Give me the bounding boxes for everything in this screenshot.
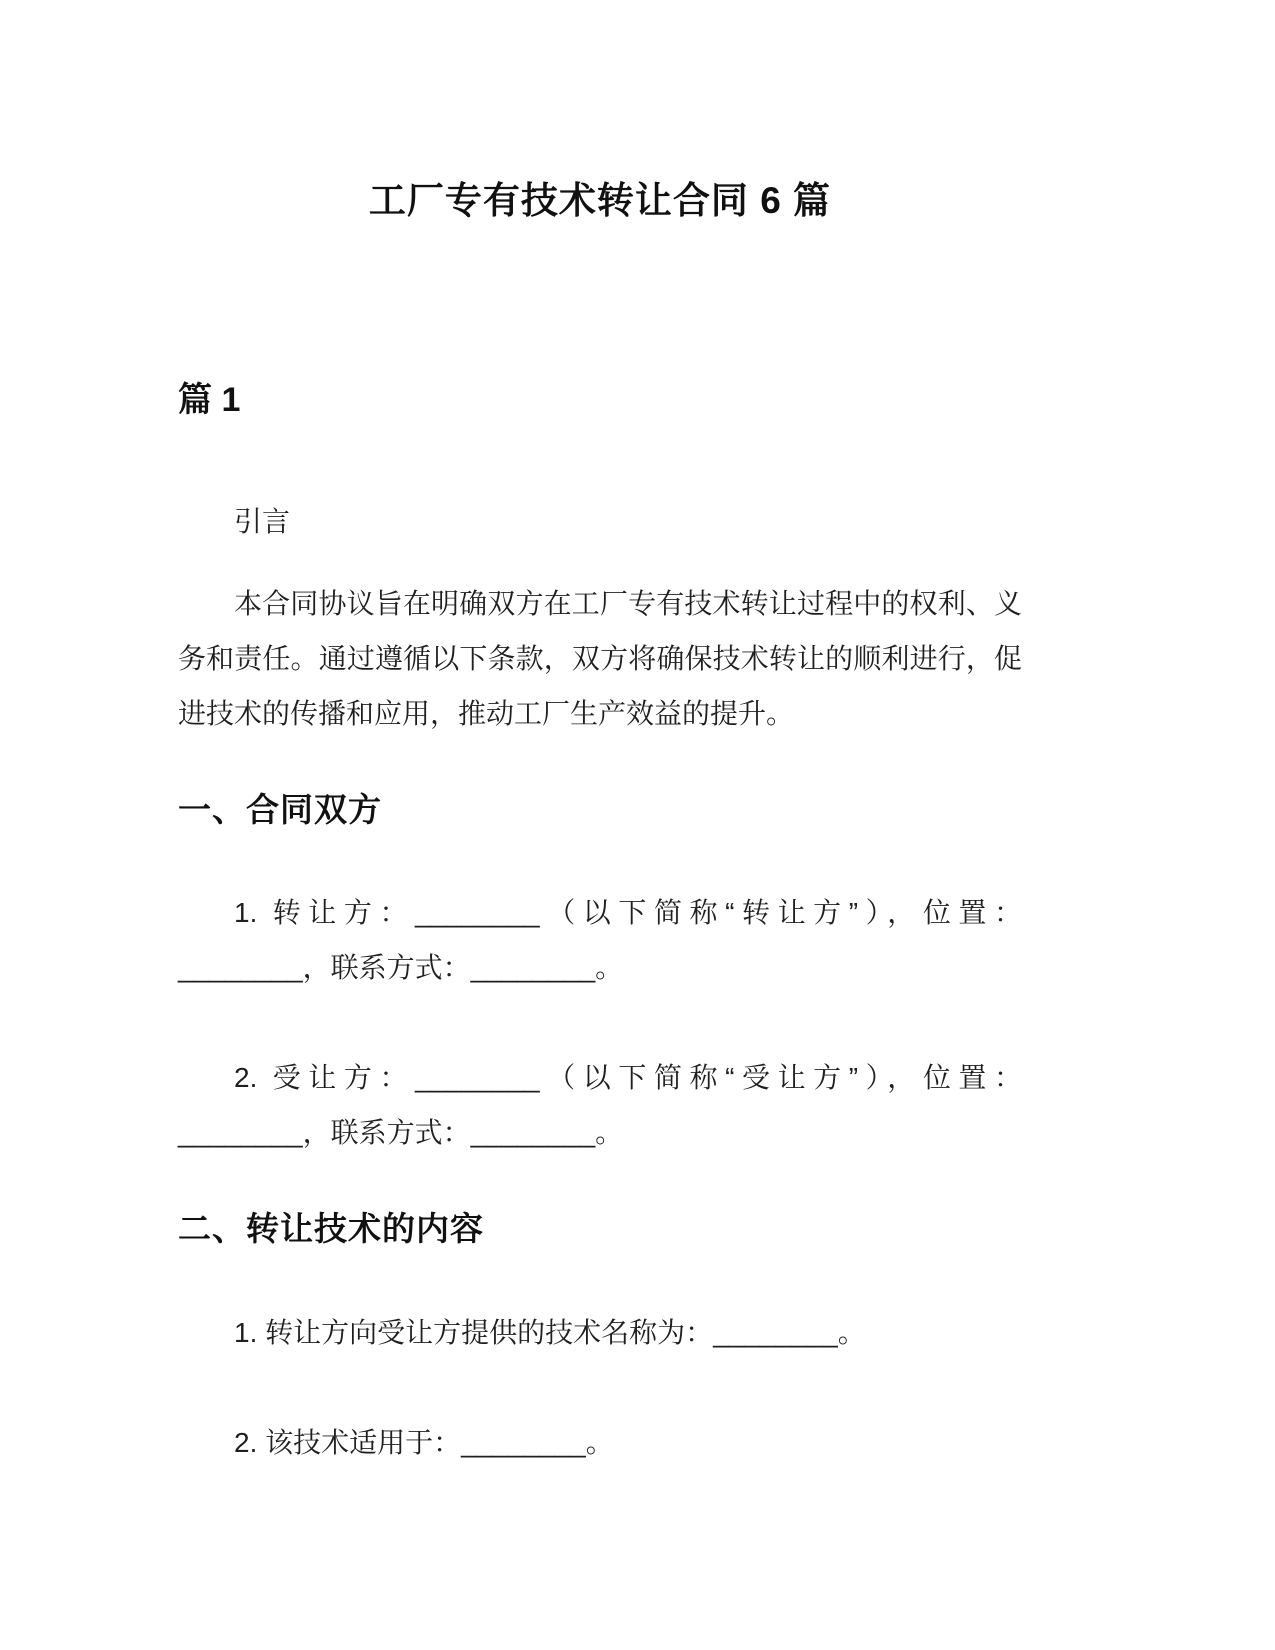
list-item-technology-scope: 2. 该技术适用于：________。	[234, 1426, 614, 1458]
list-item-transferee: 2. 受让方：________（以下简称“受让方”），位置：________，联系方式：________。	[178, 1062, 1022, 1149]
list-item-technology-name: 1. 转让方向受让方提供的技术名称为：________。	[234, 1316, 866, 1348]
intro-paragraph: 本合同协议旨在明确双方在工厂专有技术转让过程中的权利、义务和责任。通过遵循以下条款，双方将确保技术转让的顺利进行，促进技术的传播和应用，推动工厂生产效益的提升。	[178, 588, 1022, 730]
document-title: 工厂专有技术转让合同 6 篇	[368, 180, 832, 221]
section-2-heading: 二、转让技术的内容	[178, 1210, 484, 1248]
article-1-heading: 篇 1	[178, 381, 241, 420]
intro-label: 引言	[234, 505, 291, 537]
list-item-transferor: 1. 转让方：________（以下简称“转让方”），位置：________，联系方式：________。	[178, 897, 1022, 984]
section-1-heading: 一、合同双方	[178, 791, 382, 829]
